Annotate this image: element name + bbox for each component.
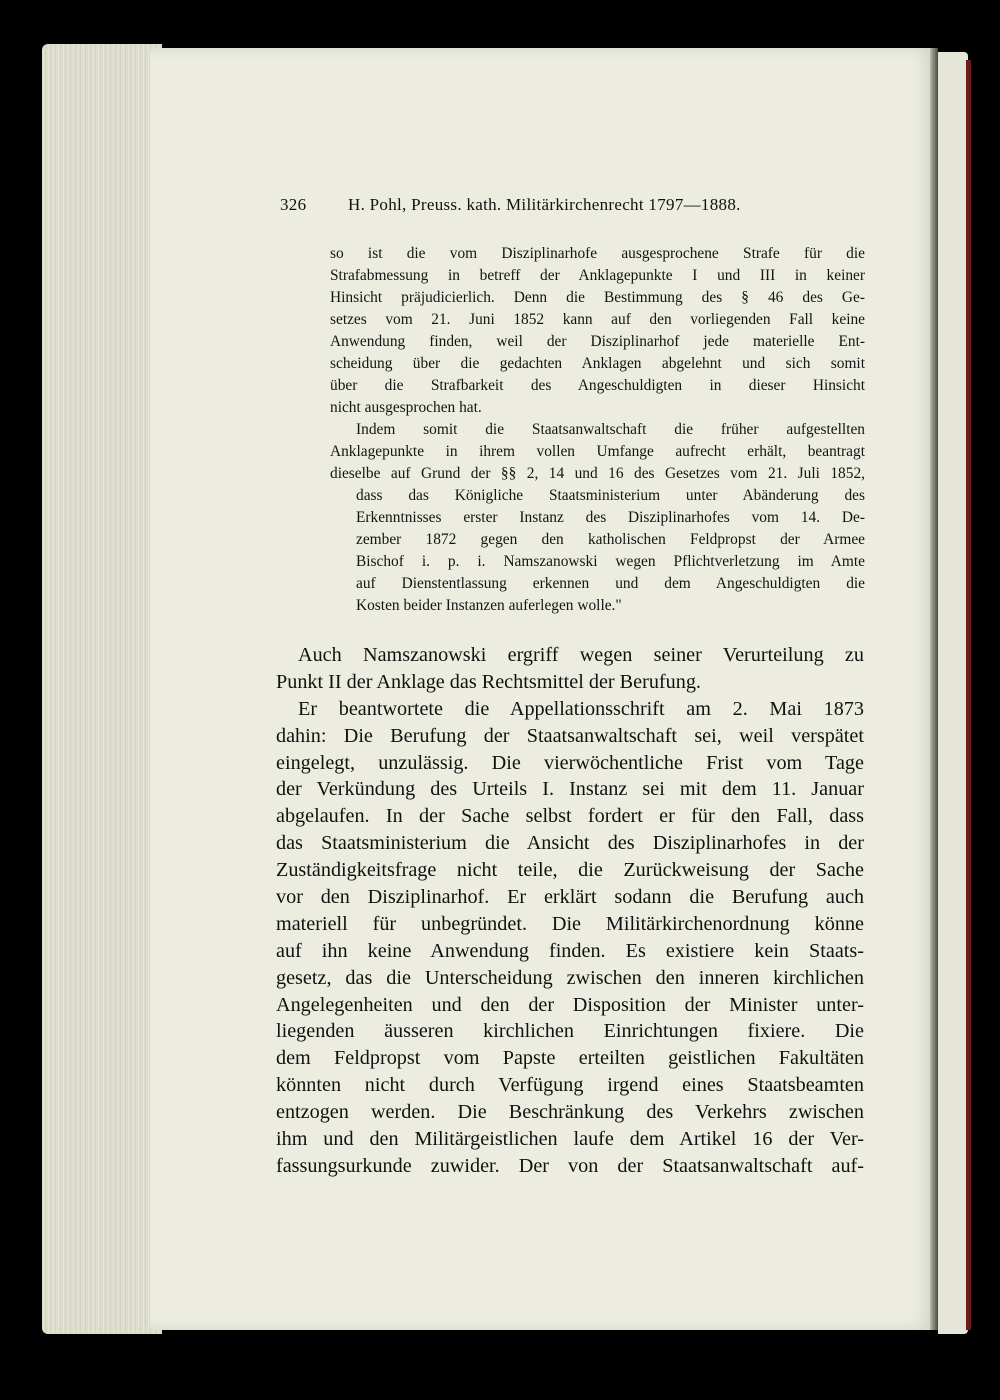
- quote-line: Indem somit die Staatsanwaltschaft die früher aufgestellten: [356, 421, 865, 438]
- main-text: [276, 642, 864, 1180]
- page-number: 326: [280, 195, 307, 214]
- quote-line: so ist die vom Disziplinarhofe ausgesprochene Strafe für die: [330, 245, 865, 262]
- body-line: das Staatsministerium die Ansicht des Disziplinarhofes in der: [276, 832, 864, 855]
- quote-line: dieselbe auf Grund der §§ 2, 14 und 16 des Gesetzes vom 21. Juli 1852,: [330, 465, 865, 482]
- quote-line: nicht ausgesprochen hat.: [330, 399, 482, 416]
- book-cover-edge: [966, 60, 971, 1330]
- body-line: der Verkündung des Urteils I. Instanz sei mit dem 11. Januar: [276, 778, 864, 801]
- body-line: dahin: Die Berufung der Staatsanwaltschaft sei, weil verspätet: [276, 724, 864, 747]
- quote-line: Bischof i. p. i. Namszanowski wegen Pflichtverletzung im Amte: [356, 553, 865, 570]
- quoted-block: [330, 243, 865, 617]
- body-line: eingelegt, unzulässig. Die vierwöchentliche Frist vom Tage: [276, 751, 864, 774]
- quote-line: dass das Königliche Staatsministerium unter Abänderung des: [356, 487, 865, 504]
- quote-line: zember 1872 gegen den katholischen Feldpropst der Armee: [356, 531, 865, 548]
- quote-line: Erkenntnisses erster Instanz des Disziplinarhofes vom 14. De-: [356, 509, 865, 526]
- body-line: abgelaufen. In der Sache selbst fordert er für den Fall, dass: [276, 805, 864, 828]
- running-title: H. Pohl, Preuss. kath. Militärkirchenrecht 1797—1888.: [348, 195, 741, 214]
- quote-line: über die Strafbarkeit des Angeschuldigten in dieser Hinsicht: [330, 377, 865, 394]
- body-line: liegenden äusseren kirchlichen Einrichtungen fixiere. Die: [276, 1020, 864, 1043]
- quote-line: Hinsicht präjudicierlich. Denn die Bestimmung des § 46 des Ge-: [330, 289, 865, 306]
- book-gutter: [930, 48, 938, 1330]
- quote-line: setzes vom 21. Juni 1852 kann auf den vorliegenden Fall keine: [330, 311, 865, 328]
- body-line: Zuständigkeitsfrage nicht teile, die Zurückweisung der Sache: [276, 859, 864, 882]
- body-line: entzogen werden. Die Beschränkung des Verkehrs zwischen: [276, 1101, 864, 1124]
- body-line: vor den Disziplinarhof. Er erklärt sodann die Berufung auch: [276, 886, 864, 909]
- body-line: Punkt II der Anklage das Rechtsmittel der Berufung.: [276, 670, 701, 693]
- book-page-edges: [42, 44, 162, 1334]
- body-line: dem Feldpropst vom Papste erteilten geistlichen Fakultäten: [276, 1047, 864, 1070]
- body-line: könnten nicht durch Verfügung irgend eines Staatsbeamten: [276, 1074, 864, 1097]
- body-line: ihm und den Militärgeistlichen laufe dem Artikel 16 der Ver-: [276, 1128, 864, 1151]
- running-header: [280, 195, 880, 215]
- body-line: gesetz, das die Unterscheidung zwischen den inneren kirchlichen: [276, 966, 864, 989]
- facing-page-edge: [938, 52, 968, 1334]
- body-line: materiell für unbegründet. Die Militärkirchenordnung könne: [276, 912, 864, 935]
- quote-line: Anklagepunkte in ihrem vollen Umfange aufrecht erhält, beantragt: [330, 443, 865, 460]
- quote-line: auf Dienstentlassung erkennen und dem Angeschuldigten die: [356, 575, 865, 592]
- body-line: Auch Namszanowski ergriff wegen seiner Verurteilung zu: [298, 644, 864, 666]
- body-line: Er beantwortete die Appellationsschrift am 2. Mai 1873: [298, 697, 864, 720]
- quote-line: scheidung über die gedachten Anklagen abgelehnt und sich somit: [330, 355, 865, 372]
- body-line: fassungsurkunde zuwider. Der von der Staatsanwaltschaft auf-: [276, 1154, 864, 1177]
- quote-line: Kosten beider Instanzen auferlegen wolle.": [356, 597, 622, 614]
- quote-line: Strafabmessung in betreff der Anklagepunkte I und III in keiner: [330, 267, 865, 284]
- body-line: Angelegenheiten und den der Disposition der Minister unter-: [276, 993, 864, 1016]
- quote-line: Anwendung finden, weil der Disziplinarhof jede materielle Ent-: [330, 333, 865, 350]
- body-line: auf ihn keine Anwendung finden. Es existiere kein Staats-: [276, 939, 864, 962]
